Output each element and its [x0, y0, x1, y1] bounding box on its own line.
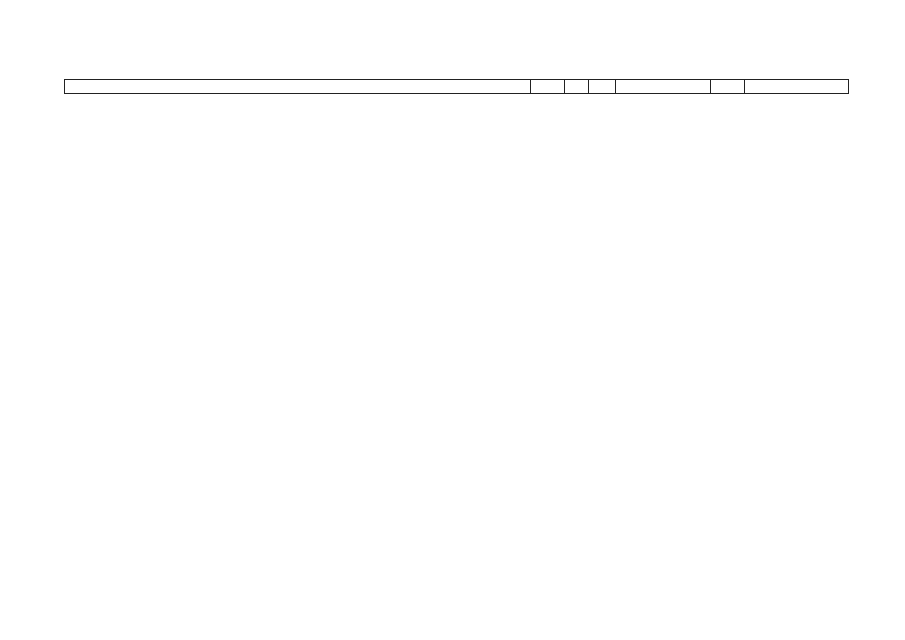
- column-header-6: [710, 79, 745, 94]
- column-header-4: [588, 79, 616, 94]
- column-header-2: [530, 79, 565, 94]
- column-header-5: [615, 79, 711, 94]
- column-header-7: [744, 79, 849, 94]
- column-header-3: [564, 79, 589, 94]
- column-header-1: [64, 79, 531, 94]
